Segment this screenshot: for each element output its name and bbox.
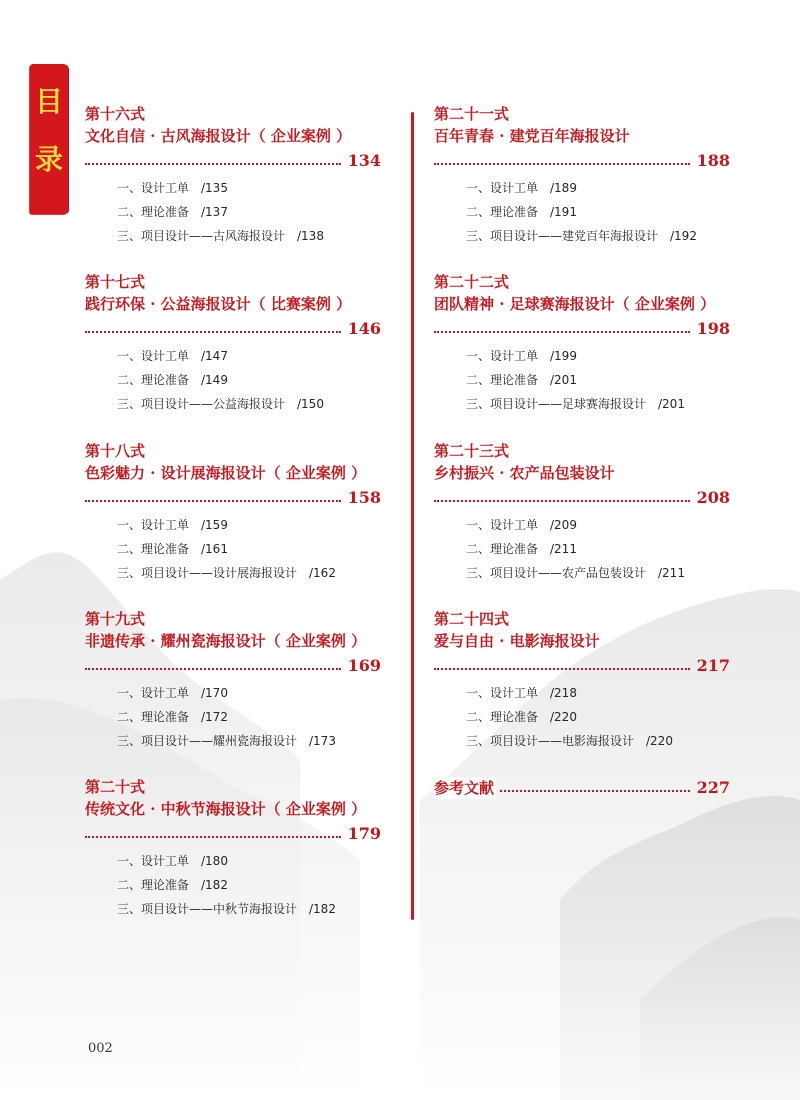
chapter-page-line (85, 150, 381, 172)
chapter-page-number: 146 (347, 319, 381, 338)
section-list (466, 513, 730, 585)
chapter-number: 第二十一式 (434, 105, 510, 123)
section-list (117, 849, 381, 921)
chapter-title: 非遗传承 · 耀州瓷海报设计（ 企业案例 ） (85, 632, 367, 650)
dot-leader (85, 836, 341, 838)
toc-chapter-23[interactable] (434, 440, 730, 585)
section-item[interactable]: 三、项目设计——农产品包装设计 /211 (466, 566, 685, 580)
chapter-number: 第二十三式 (434, 442, 510, 460)
chapter-page-line (434, 487, 730, 509)
dot-leader (434, 668, 690, 670)
toc-title-char-2: 录 (34, 143, 63, 176)
toc-chapter-18[interactable] (85, 440, 381, 585)
chapter-title: 百年青春 · 建党百年海报设计 (434, 127, 630, 145)
references-label: 参考文献 (434, 779, 495, 797)
chapter-page-number: 217 (696, 656, 730, 675)
section-item[interactable]: 二、理论准备 /191 (466, 205, 577, 219)
dot-leader (500, 790, 690, 792)
chapter-number: 第十九式 (85, 610, 146, 628)
section-item[interactable]: 三、项目设计——足球赛海报设计 /201 (466, 397, 685, 411)
dot-leader (85, 163, 341, 165)
dot-leader (85, 668, 341, 670)
chapter-number: 第二十二式 (434, 273, 510, 291)
chapter-number: 第二十四式 (434, 610, 510, 628)
section-item[interactable]: 一、设计工单 /189 (466, 181, 577, 195)
section-item[interactable]: 三、项目设计——建党百年海报设计 /192 (466, 229, 697, 243)
chapter-title: 团队精神 · 足球赛海报设计（ 企业案例 ） (434, 295, 716, 313)
section-item[interactable]: 三、项目设计——中秋节海报设计 /182 (117, 902, 336, 916)
toc-chapter-20[interactable] (85, 776, 381, 921)
chapter-page-number: 188 (696, 151, 730, 170)
toc-chapter-16[interactable] (85, 103, 381, 248)
dot-leader (434, 500, 690, 502)
section-item[interactable]: 三、项目设计——古风海报设计 /138 (117, 229, 324, 243)
chapter-title: 色彩魅力 · 设计展海报设计（ 企业案例 ） (85, 464, 367, 482)
chapter-number: 第十八式 (85, 442, 146, 460)
chapter-title: 文化自信 · 古风海报设计（ 企业案例 ） (85, 127, 352, 145)
section-item[interactable]: 一、设计工单 /180 (117, 854, 228, 868)
toc-chapter-22[interactable] (434, 271, 730, 416)
chapter-page-line (85, 655, 381, 677)
chapter-page-line (434, 150, 730, 172)
section-item[interactable]: 一、设计工单 /135 (117, 181, 228, 195)
dot-leader (434, 163, 690, 165)
section-item[interactable]: 一、设计工单 /209 (466, 518, 577, 532)
chapter-number: 第十六式 (85, 105, 146, 123)
section-list (117, 513, 381, 585)
toc-chapter-21[interactable] (434, 103, 730, 248)
section-item[interactable]: 二、理论准备 /211 (466, 542, 577, 556)
section-item[interactable]: 三、项目设计——耀州瓷海报设计 /173 (117, 734, 336, 748)
section-item[interactable]: 二、理论准备 /172 (117, 710, 228, 724)
toc-title-char-1: 目 (34, 85, 63, 118)
dot-leader (85, 500, 341, 502)
chapter-number: 第二十式 (85, 778, 146, 796)
chapter-title: 乡村振兴 · 农产品包装设计 (434, 464, 615, 482)
section-list (466, 344, 730, 416)
section-item[interactable]: 一、设计工单 /199 (466, 349, 577, 363)
chapter-title: 爱与自由 · 电影海报设计 (434, 632, 600, 650)
chapter-page-line (85, 318, 381, 340)
section-item[interactable]: 二、理论准备 /201 (466, 373, 577, 387)
toc-chapter-19[interactable] (85, 608, 381, 753)
section-list (466, 176, 730, 248)
dot-leader (85, 331, 341, 333)
section-item[interactable]: 一、设计工单 /159 (117, 518, 228, 532)
chapter-page-line (85, 823, 381, 845)
section-list (466, 681, 730, 753)
section-item[interactable]: 三、项目设计——公益海报设计 /150 (117, 397, 324, 411)
chapter-page-number: 198 (696, 319, 730, 338)
chapter-page-line (85, 487, 381, 509)
chapter-title: 践行环保 · 公益海报设计（ 比赛案例 ） (85, 295, 352, 313)
chapter-page-number: 158 (347, 488, 381, 507)
section-list (117, 344, 381, 416)
chapter-page-line (434, 655, 730, 677)
section-item[interactable]: 一、设计工单 /218 (466, 686, 577, 700)
column-divider (411, 112, 414, 920)
toc-chapter-17[interactable] (85, 271, 381, 416)
chapter-page-number: 208 (696, 488, 730, 507)
chapter-page-number: 169 (347, 656, 381, 675)
page-number: 002 (88, 1041, 113, 1056)
toc-references[interactable] (434, 777, 730, 801)
section-item[interactable]: 一、设计工单 /170 (117, 686, 228, 700)
chapter-page-line (434, 318, 730, 340)
toc-chapter-24[interactable] (434, 608, 730, 753)
section-item[interactable]: 二、理论准备 /182 (117, 878, 228, 892)
section-item[interactable]: 二、理论准备 /161 (117, 542, 228, 556)
chapter-page-number: 134 (347, 151, 381, 170)
chapter-page-number: 179 (347, 824, 381, 843)
dot-leader (434, 331, 690, 333)
section-item[interactable]: 三、项目设计——设计展海报设计 /162 (117, 566, 336, 580)
section-item[interactable]: 二、理论准备 /220 (466, 710, 577, 724)
toc-seal-stamp (30, 64, 68, 214)
section-list (117, 176, 381, 248)
chapter-number: 第十七式 (85, 273, 146, 291)
references-page-number: 227 (696, 778, 730, 797)
section-item[interactable]: 三、项目设计——电影海报设计 /220 (466, 734, 673, 748)
section-item[interactable]: 二、理论准备 /149 (117, 373, 228, 387)
section-item[interactable]: 一、设计工单 /147 (117, 349, 228, 363)
section-item[interactable]: 二、理论准备 /137 (117, 205, 228, 219)
chapter-title: 传统文化 · 中秋节海报设计（ 企业案例 ） (85, 800, 367, 818)
section-list (117, 681, 381, 753)
